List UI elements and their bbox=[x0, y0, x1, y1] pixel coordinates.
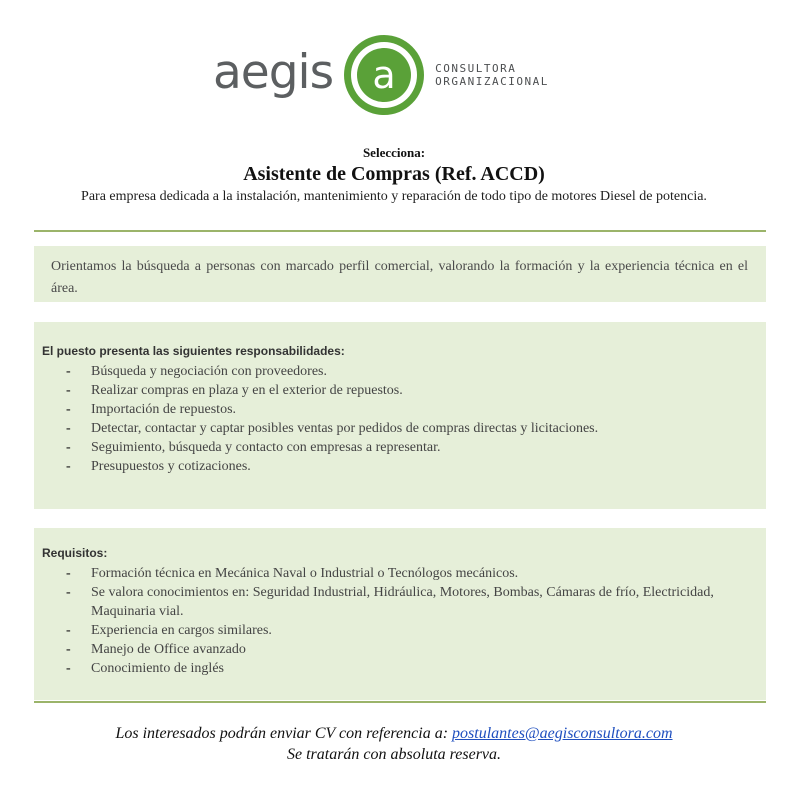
footer-line1 bbox=[0, 723, 788, 744]
list-item: - Seguimiento, búsqueda y contacto con empresas a representar. bbox=[66, 438, 758, 457]
logo-mark-letter: a bbox=[372, 53, 396, 97]
intro-panel bbox=[34, 246, 766, 302]
list-item: - Se valora conocimientos en: Seguridad Industrial, Hidráulica, Motores, Bombas, Cámaras de frío, Electricidad, Maquinaria vial. bbox=[66, 583, 758, 621]
requirements-heading: Requisitos: bbox=[42, 546, 108, 560]
job-header bbox=[0, 145, 788, 206]
responsibilities-heading: El puesto presenta las siguientes responsabilidades: bbox=[42, 344, 345, 358]
footer-line2: Se tratarán con absoluta reserva. bbox=[286, 746, 502, 763]
responsibilities-list bbox=[42, 362, 758, 476]
list-item: - Experiencia en cargos similares. bbox=[66, 621, 758, 640]
list-item: - Importación de repuestos. bbox=[66, 400, 758, 419]
application-footer bbox=[0, 723, 788, 765]
list-item: - Presupuestos y cotizaciones. bbox=[66, 457, 758, 476]
divider-bottom bbox=[34, 701, 766, 703]
logo-circle-mark-icon bbox=[343, 34, 425, 116]
logo-tagline bbox=[435, 62, 549, 88]
logo-tagline-line2: ORGANIZACIONAL bbox=[435, 75, 549, 88]
list-item: - Realizar compras en plaza y en el exterior de repuestos. bbox=[66, 381, 758, 400]
list-item: - Búsqueda y negociación con proveedores. bbox=[66, 362, 758, 381]
list-item: - Manejo de Office avanzado bbox=[66, 640, 758, 659]
email-link[interactable]: postulantes@aegisconsultora.com bbox=[452, 725, 673, 742]
responsibilities-panel bbox=[34, 322, 766, 509]
footer-prefix: Los interesados podrán enviar CV con referencia a: bbox=[115, 725, 453, 742]
company-logo bbox=[213, 34, 549, 116]
list-item: - Formación técnica en Mecánica Naval o Industrial o Tecnólogos mecánicos. bbox=[66, 564, 758, 583]
job-title: Asistente de Compras (Ref. ACCD) bbox=[243, 163, 545, 185]
intro-text: Orientamos la búsqueda a personas con marcado perfil comercial, valorando la formación y la experiencia técnica en el área. bbox=[51, 259, 748, 296]
requirements-list bbox=[42, 564, 758, 678]
requirements-panel bbox=[34, 528, 766, 700]
job-subtitle: Para empresa dedicada a la instalación, mantenimiento y reparación de todo tipo de motores Diesel de potencia. bbox=[81, 189, 707, 204]
list-item: - Detectar, contactar y captar posibles ventas por pedidos de compras directas y licitaciones. bbox=[66, 419, 758, 438]
list-item: - Conocimiento de inglés bbox=[66, 659, 758, 678]
header-kicker: Selecciona: bbox=[362, 145, 426, 160]
logo-wordmark: aegis bbox=[213, 44, 334, 100]
divider-top bbox=[34, 230, 766, 232]
logo-tagline-line1: CONSULTORA bbox=[435, 62, 517, 75]
